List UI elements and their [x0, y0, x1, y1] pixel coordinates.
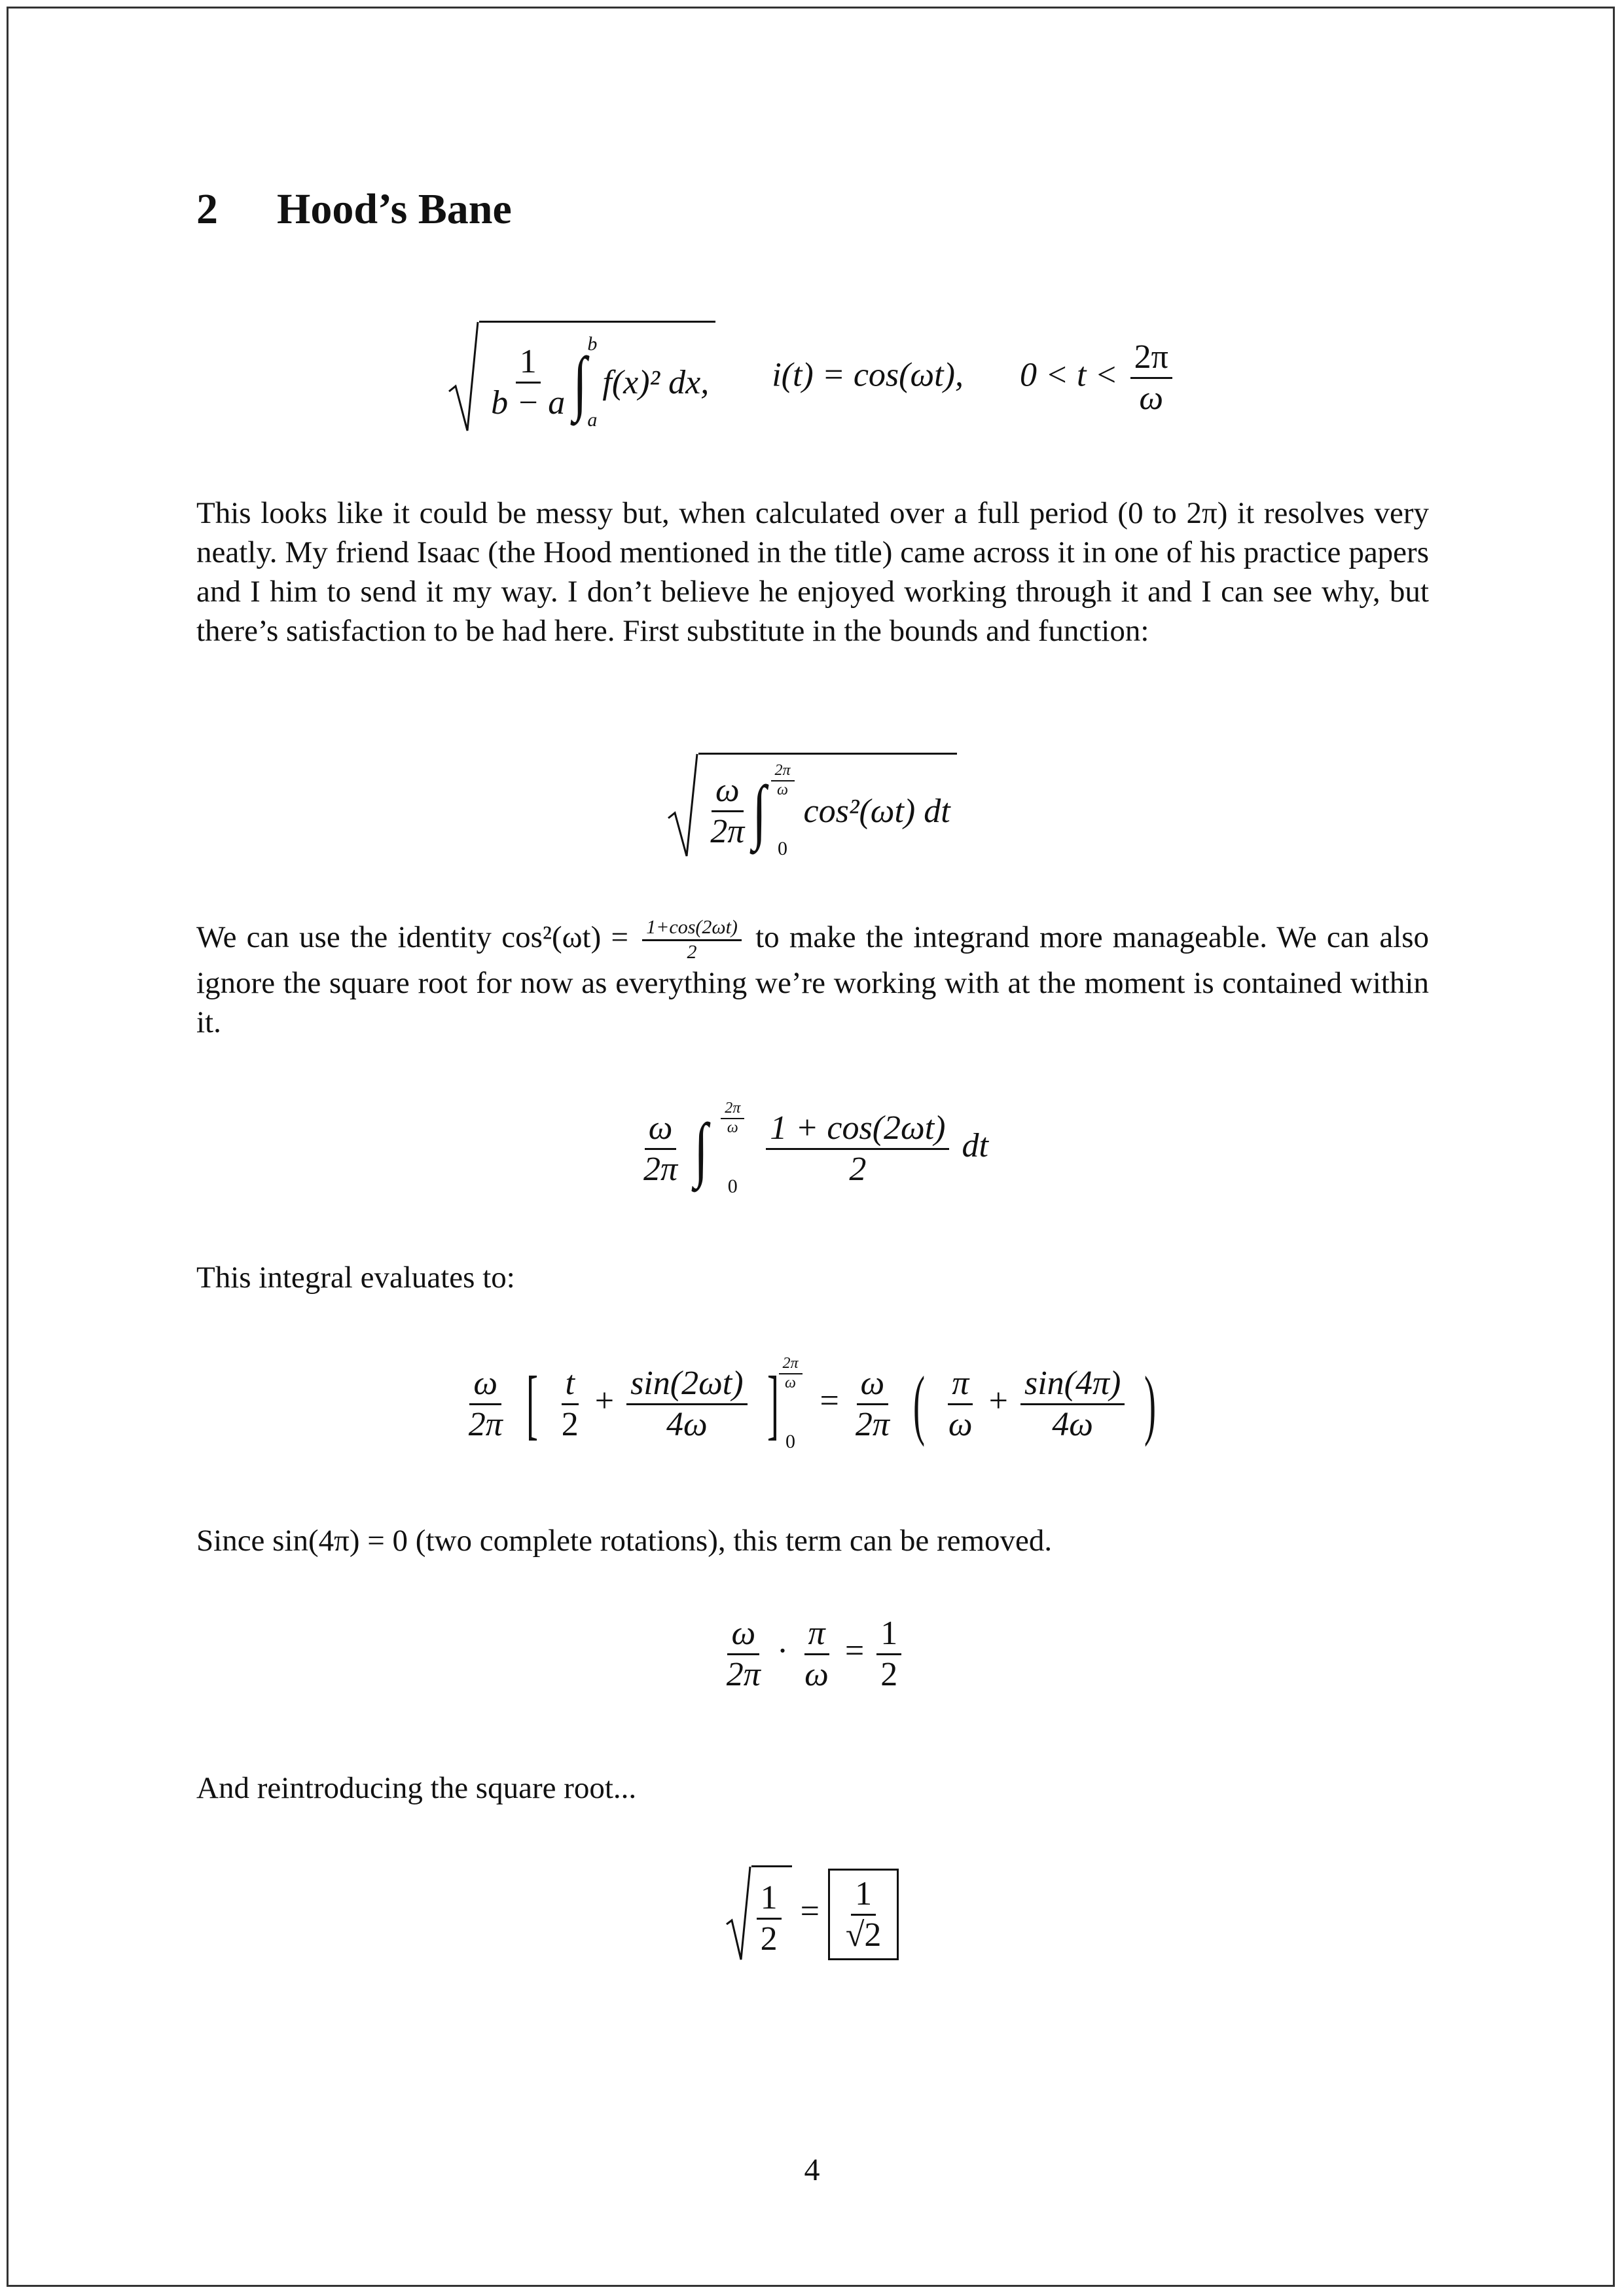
- current-function: i(t) = cos(ωt),: [772, 356, 964, 394]
- equation-substituted: [0, 753, 1624, 861]
- equation-simplified: $\frac{\omega}{2\pi}$ · $\frac{\pi}{\omega}$ = $\frac{1}{2}$: [0, 1614, 1624, 1695]
- sqrt-expression: $\frac{\omega}{2\pi}$ ∫ $\frac{2\pi}{\omega}$ 0 cos²(ωt) dt: [667, 753, 956, 861]
- fraction: $\frac{\omega}{2\pi}$: [855, 1364, 890, 1443]
- fraction: $\frac{\omega}{2\pi}$: [643, 1109, 678, 1188]
- paragraph: And reintroducing the square root...: [196, 1771, 637, 1805]
- equation-final: $\frac{1}{2}$ = $\frac{1}{√2}$: [0, 1865, 1624, 1964]
- paragraph: Since sin(4π) = 0 (two complete rotations), this term can be removed.: [196, 1524, 1053, 1558]
- fraction: $\frac{t}{2}$: [561, 1364, 579, 1443]
- paragraph: We can use the identity cos²(ωt) = $\frac{1+\cos(2\omega t)}{2}$ to make the integrand more manageable. We can also ignore the square root for now as everything we’re working with at the moment is contained within it.: [196, 916, 1430, 1039]
- integral-sign: ∫: [752, 770, 767, 851]
- integral-sign: ∫: [694, 1108, 708, 1189]
- fraction: $\frac{1+\cos(2\omega t)}{2}$: [642, 916, 742, 963]
- section-title: Hood’s Bane: [277, 185, 512, 233]
- integral-limits: b a: [587, 333, 598, 431]
- fraction: $\frac{\omega}{2\pi}$: [710, 771, 745, 850]
- sqrt-expression: $\frac{1}{b - a}$ ∫ b a f(x)² dx,: [448, 321, 715, 435]
- fraction: $\frac{\pi}{\omega}$: [948, 1364, 973, 1443]
- fraction: $\frac{1}{√2}$: [845, 1874, 882, 1954]
- integral-limits: $\frac{2\pi}{\omega}$ 0: [717, 1100, 748, 1198]
- equation-evaluated: $\frac{\omega}{2\pi}$ [ $\frac{t}{2}$ + $\frac{\sin(2\omega t)}{4\omega}$ ] $\frac{2\pi}{\omega}$ 0 = $\frac{\omega}{2\pi}$ ( $\frac{\pi}{\omega}$ + $\frac{\sin(4\pi)}{4\omega}$ ): [0, 1355, 1624, 1453]
- fraction: $\frac{1}{2}$: [876, 1614, 901, 1695]
- equation-rms-definition: [0, 321, 1624, 435]
- right-bracket: ]: [767, 1360, 779, 1447]
- fraction: $\frac{1 + \cos(2\omega t)}{2}$: [766, 1109, 949, 1189]
- final-answer-box: [828, 1869, 899, 1961]
- fraction: $\frac{\omega}{2\pi}$: [468, 1364, 503, 1443]
- fraction: $\frac{2\pi}{\omega}$: [1130, 338, 1172, 418]
- integral-sign: ∫: [573, 342, 587, 422]
- sqrt-expression: [725, 1865, 792, 1964]
- page-number: 4: [804, 2153, 820, 2187]
- integral-limits: $\frac{2\pi}{\omega}$ 0: [767, 762, 799, 860]
- section-number: 2: [196, 185, 218, 233]
- time-range: 0 < t <: [1019, 356, 1118, 394]
- fraction: $\frac{\sin(2\omega t)}{4\omega}$: [626, 1364, 747, 1444]
- right-paren: ): [1144, 1360, 1157, 1447]
- evaluation-limits: $\frac{2\pi}{\omega}$ 0: [775, 1355, 806, 1453]
- paragraph: This looks like it could be messy but, when calculated over a full period (0 to 2π) it resolves very neatly. My friend Isaac (the Hood mentioned in the title) came across it in one of his practice papers and I him to send it my way. I don’t believe he enjoyed working through it and I can see why, but there’s satisfaction to be had here. First substitute in the bounds and function:: [196, 496, 1429, 648]
- paragraph: This integral evaluates to:: [196, 1261, 515, 1295]
- fraction: $\frac{1}{2}$: [757, 1878, 782, 1959]
- fraction: $\frac{\sin(4\pi)}{4\omega}$: [1020, 1364, 1125, 1444]
- equation-identity-applied: $\frac{\omega}{2\pi}$ ∫ $\frac{2\pi}{\omega}$ 0 $\frac{1 + \cos(2\omega t)}{2}$ dt: [0, 1100, 1624, 1198]
- left-paren: (: [912, 1360, 925, 1447]
- fraction: $\frac{\omega}{2\pi}$: [726, 1615, 761, 1693]
- radical-sign: [448, 321, 479, 435]
- fraction: $\frac{1}{b - a}$: [491, 342, 566, 422]
- section-heading: [196, 185, 512, 234]
- radical-sign: [725, 1865, 751, 1964]
- fraction: $\frac{\pi}{\omega}$: [804, 1615, 829, 1693]
- left-bracket: [: [526, 1360, 538, 1447]
- radical-sign: [667, 753, 698, 861]
